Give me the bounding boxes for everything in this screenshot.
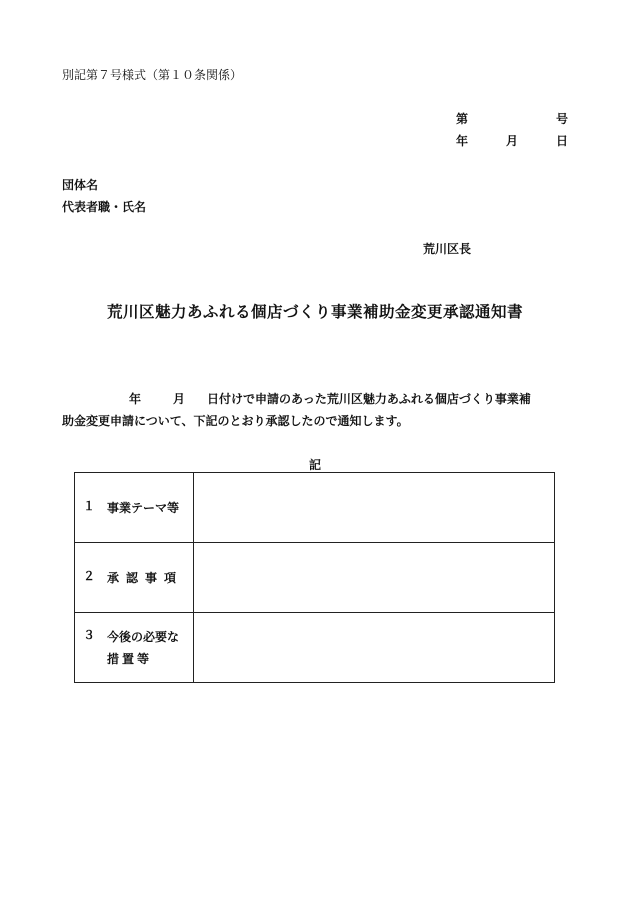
row-value-cell[interactable] <box>194 473 555 543</box>
row-label-line: 承認事項 <box>107 570 184 585</box>
representative-name-label: 代表者職・氏名 <box>62 200 147 214</box>
row-label-line: 今後の必要な <box>107 629 180 644</box>
row-label-cell <box>75 473 194 543</box>
row-label-cell <box>75 543 194 613</box>
date-year-label: 年 <box>456 134 469 148</box>
body-text-line2: 助金変更申請について、下記のとおり承認したので通知します。 <box>62 414 409 428</box>
form-label: 別記第７号様式（第１０条関係） <box>62 68 243 82</box>
row-label <box>107 497 179 519</box>
row-label-line: 事業テーマ等 <box>107 500 180 515</box>
row-label <box>107 567 183 589</box>
row-value-cell[interactable] <box>194 543 555 613</box>
row-label <box>107 626 179 670</box>
detail-table <box>74 472 555 683</box>
document-number-label: 第 <box>456 112 469 126</box>
table-row <box>75 543 555 613</box>
document-number-unit: 号 <box>556 112 569 126</box>
organization-name-label: 団体名 <box>62 178 99 192</box>
body-month-label: 月 <box>173 392 186 406</box>
row-number: ２ <box>83 568 96 583</box>
date-day-label: 日 <box>556 134 569 148</box>
body-year-label: 年 <box>129 392 142 406</box>
row-number: ３ <box>83 627 96 642</box>
date-month-label: 月 <box>506 134 519 148</box>
issuer-label: 荒川区長 <box>423 242 472 256</box>
document-title: 荒川区魅力あふれる個店づくり事業補助金変更承認通知書 <box>106 303 523 321</box>
row-label-cell <box>75 613 194 683</box>
ki-heading: 記 <box>308 458 321 472</box>
table-row <box>75 473 555 543</box>
table-row <box>75 613 555 683</box>
row-number: １ <box>83 498 96 513</box>
body-text-line1: 日付けで申請のあった荒川区魅力あふれる個店づくり事業補 <box>207 392 531 406</box>
row-label-line: 措置等 <box>107 651 153 666</box>
row-value-cell[interactable] <box>194 613 555 683</box>
